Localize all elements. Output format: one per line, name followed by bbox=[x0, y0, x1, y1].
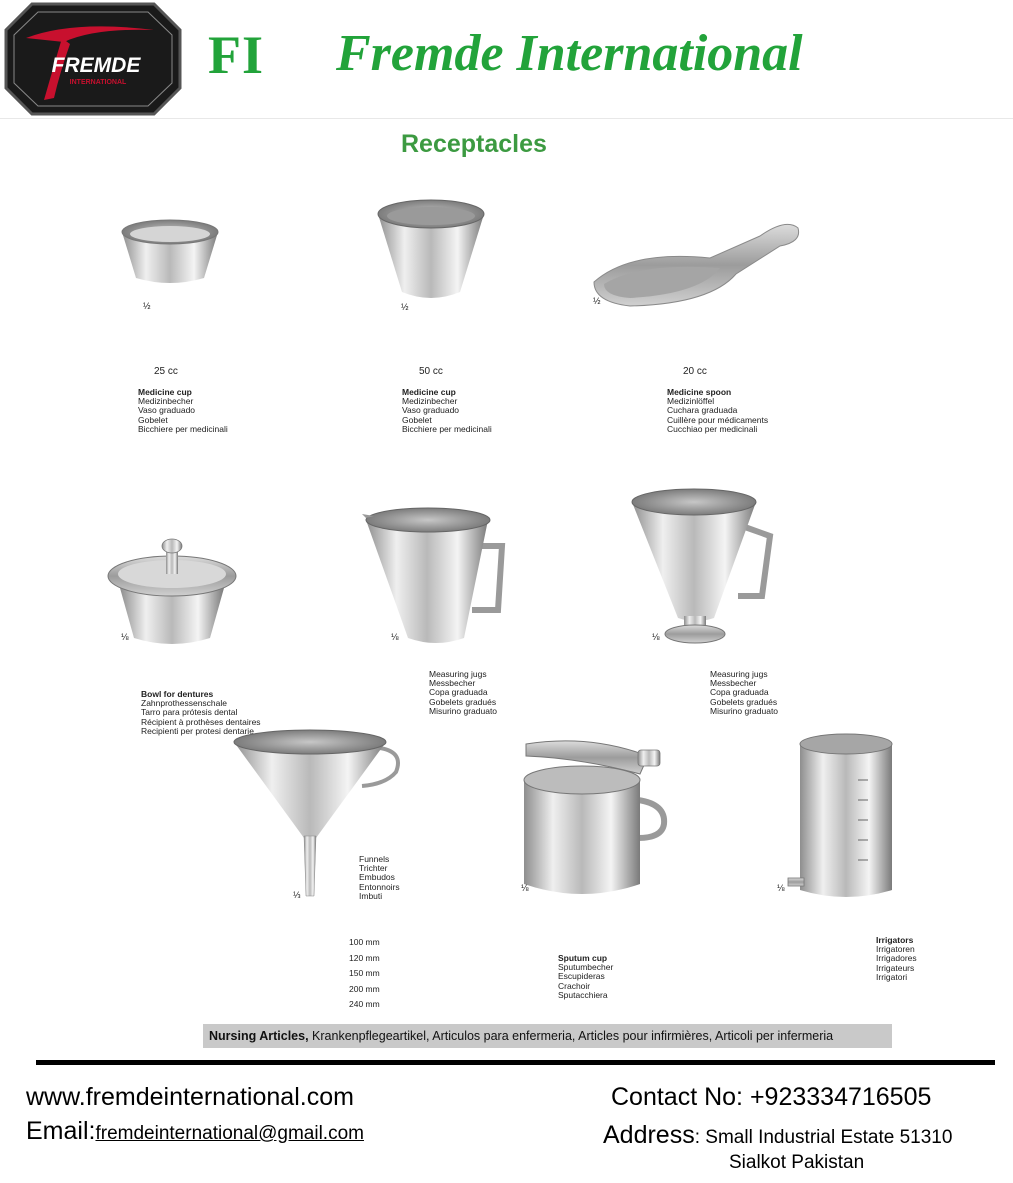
footer-rule bbox=[36, 1060, 995, 1065]
size-label: 200 mm bbox=[349, 983, 380, 994]
product-name: Medicine spoon bbox=[667, 387, 732, 397]
translation: Funnels bbox=[359, 854, 390, 864]
medicine-cup-50cc-image bbox=[374, 198, 488, 302]
translation: Medizinlöffel bbox=[667, 396, 715, 407]
translation: Sputacchiera bbox=[558, 989, 608, 1000]
translation: Escupideras bbox=[558, 971, 605, 982]
scale-mark: ⅛ bbox=[391, 632, 399, 642]
email-label: Email: bbox=[26, 1117, 96, 1145]
product-description bbox=[402, 388, 492, 434]
product-name: Bowl for dentures bbox=[141, 689, 214, 699]
translation: Bicchiere per medicinali bbox=[402, 423, 492, 434]
scale-mark: ⅓ bbox=[293, 890, 301, 900]
translation: Zahnprothessenschale bbox=[141, 698, 228, 709]
size-label: 150 mm bbox=[349, 968, 380, 978]
translation: Copa graduada bbox=[710, 687, 769, 698]
funnel-sizes bbox=[349, 935, 380, 1013]
translation: Récipient à prothèses dentaires bbox=[141, 716, 261, 727]
scale-mark: ½ bbox=[593, 296, 601, 306]
address-city: Sialkot Pakistan bbox=[729, 1152, 865, 1173]
translation: Vaso graduado bbox=[138, 405, 196, 416]
sputum-cup-image bbox=[520, 734, 668, 900]
translation: Gobelet bbox=[402, 414, 432, 425]
email-line bbox=[26, 1117, 364, 1146]
translation: Vaso graduado bbox=[402, 405, 460, 416]
website-link[interactable]: www.fremdeinternational.com bbox=[26, 1083, 354, 1111]
translation: Tarro para prótesis dental bbox=[141, 707, 238, 718]
capacity-label: 25 cc bbox=[154, 366, 178, 377]
translation: Crachoir bbox=[558, 980, 591, 991]
product-name: Medicine cup bbox=[402, 387, 456, 397]
address-line bbox=[603, 1121, 952, 1150]
translation: Imbuti bbox=[359, 890, 383, 901]
translation: Recipienti per protesi dentarie bbox=[141, 725, 254, 736]
scale-mark: ⅛ bbox=[652, 632, 660, 642]
translation: Irrigadores bbox=[876, 953, 917, 964]
section-title: Receptacles bbox=[401, 130, 547, 158]
size-label: 100 mm bbox=[349, 937, 380, 947]
product-description bbox=[141, 689, 261, 738]
translation: Cuillère pour médicaments bbox=[667, 414, 769, 425]
translation: Medizinbecher bbox=[138, 396, 194, 407]
product-description bbox=[558, 954, 613, 1000]
footed-measuring-jug-image bbox=[628, 486, 776, 646]
translation: Medizinbecher bbox=[402, 396, 458, 407]
translation: Trichter bbox=[359, 863, 388, 874]
translation: Gobelets gradués bbox=[710, 696, 778, 707]
company-initials: FI bbox=[208, 25, 264, 85]
medicine-spoon-image bbox=[590, 214, 804, 310]
translation: Gobelet bbox=[138, 414, 168, 425]
translation: Embudos bbox=[359, 872, 395, 883]
product-name: Sputum cup bbox=[558, 953, 608, 963]
scale-mark: ⅛ bbox=[121, 632, 129, 642]
product-description bbox=[710, 669, 810, 716]
measuring-jug-image bbox=[364, 506, 510, 648]
product-description bbox=[359, 855, 400, 901]
address-value: : Small Industrial Estate 51310 bbox=[694, 1127, 953, 1148]
banner-bold: Nursing Articles, bbox=[209, 1029, 309, 1043]
translation: Gobelets gradués bbox=[429, 696, 497, 707]
product-description bbox=[429, 669, 529, 716]
translation: Cucchiao per medicinali bbox=[667, 423, 758, 434]
translation: Messbecher bbox=[710, 678, 757, 689]
translation: Measuring jugs bbox=[710, 669, 768, 679]
irrigator-image bbox=[788, 730, 902, 902]
medicine-cup-25cc-image bbox=[118, 218, 222, 286]
size-label: 120 mm bbox=[349, 952, 380, 963]
nursing-articles-banner bbox=[203, 1024, 892, 1048]
scale-mark: ½ bbox=[401, 302, 409, 312]
scale-mark: ⅛ bbox=[521, 883, 529, 893]
capacity-label: 50 cc bbox=[419, 366, 443, 377]
translation: Messbecher bbox=[429, 678, 476, 689]
scale-mark: ⅛ bbox=[777, 883, 785, 893]
email-link[interactable]: fremdeinternational@gmail.com bbox=[95, 1123, 364, 1144]
catalog-divider bbox=[0, 118, 1013, 119]
translation: Irrigatori bbox=[876, 971, 908, 982]
translation: Irrigateurs bbox=[876, 962, 915, 973]
logo-subtext: INTERNATIONAL bbox=[69, 79, 127, 86]
translation: Misurino graduato bbox=[710, 705, 779, 716]
product-name: Medicine cup bbox=[138, 387, 192, 397]
translation: Bicchiere per medicinali bbox=[138, 423, 228, 434]
scale-mark: ½ bbox=[143, 301, 151, 311]
banner-text: Krankenpflegeartikel, Articulos para enfermeria, Articles pour infirmières, Articoli per infermeria bbox=[308, 1029, 834, 1043]
translation: Sputumbecher bbox=[558, 962, 614, 973]
capacity-label: 20 cc bbox=[683, 366, 707, 377]
company-name: Fremde International bbox=[336, 25, 803, 82]
company-logo bbox=[4, 2, 182, 116]
product-description bbox=[876, 936, 917, 982]
contact-number: Contact No: +923334716505 bbox=[611, 1083, 932, 1111]
product-description bbox=[667, 388, 768, 434]
size-label: 240 mm bbox=[349, 999, 380, 1009]
translation: Entonnoirs bbox=[359, 881, 400, 892]
translation: Cuchara graduada bbox=[667, 405, 738, 416]
translation: Irrigatoren bbox=[876, 944, 915, 955]
product-name: Irrigators bbox=[876, 935, 914, 945]
translation: Copa graduada bbox=[429, 687, 488, 698]
logo-text: FREMDE bbox=[51, 54, 141, 77]
product-description bbox=[138, 388, 228, 434]
address-label: Address bbox=[603, 1121, 695, 1149]
translation: Misurino graduato bbox=[429, 705, 498, 716]
translation: Measuring jugs bbox=[429, 669, 487, 679]
